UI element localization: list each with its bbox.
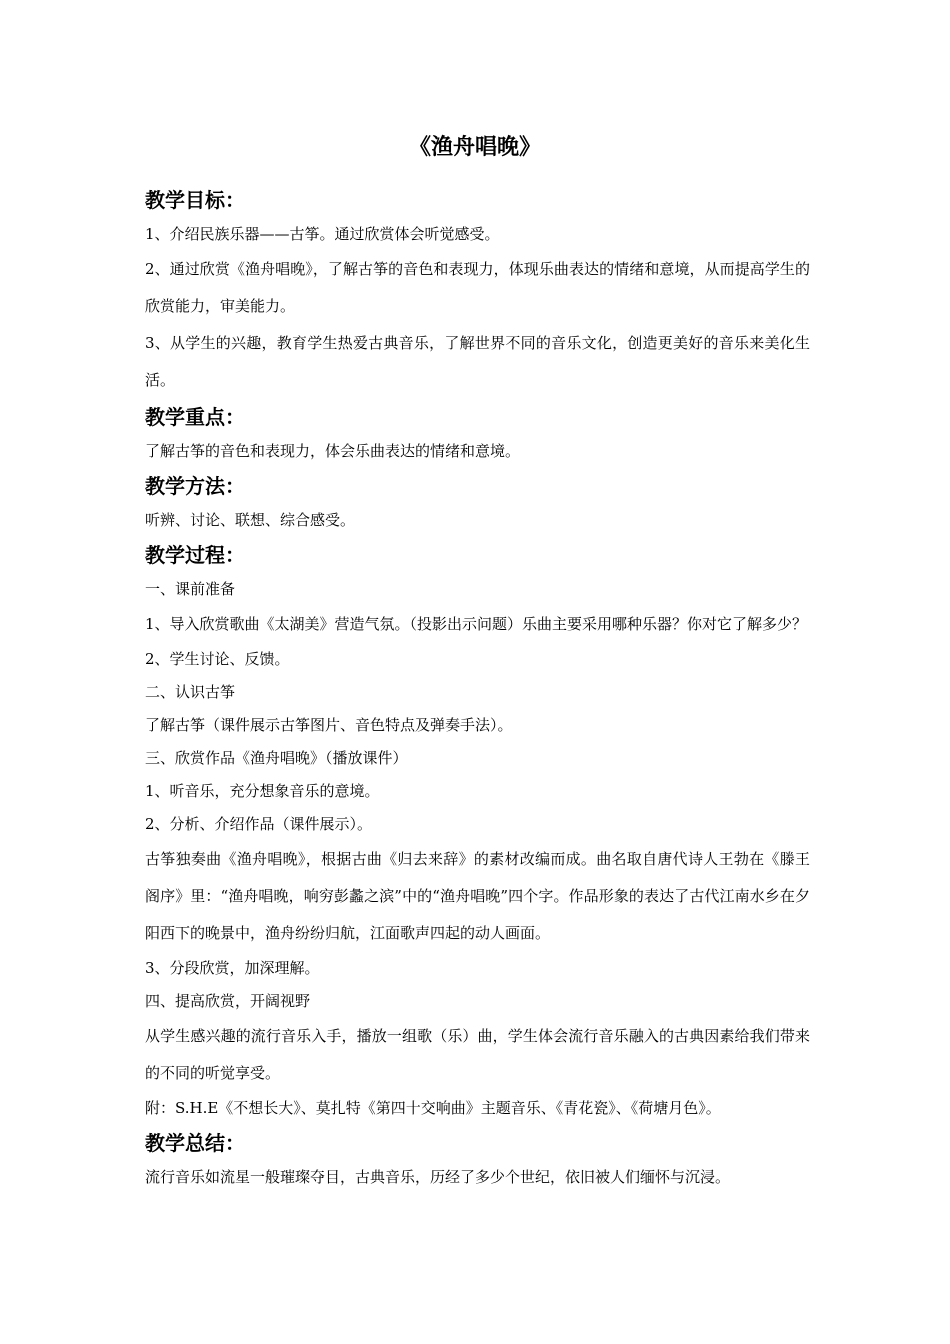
document-body [145,182,810,1194]
section-heading-key-points: 教学重点： [145,405,245,429]
document-title: 《渔舟唱晚》 [408,135,541,160]
section-methods [145,468,810,537]
paragraph: 2、学生讨论、反馈。 [145,650,290,668]
section-heading-process: 教学过程： [145,543,245,567]
paragraph: 听辨、讨论、联想、综合感受。 [145,511,356,529]
paragraph: 3、从学生的兴趣，教育学生热爱古典音乐，了解世界不同的音乐文化，创造更美好的音乐来美化生活。 [145,334,810,389]
section-key-points [145,399,810,468]
paragraph: 2、通过欣赏《渔舟唱晚》，了解古筝的音色和表现力，体现乐曲表达的情绪和意境，从而提高学生的欣赏能力，审美能力。 [145,260,810,315]
paragraph: 3、分段欣赏，加深理解。 [145,959,320,977]
paragraph: 了解古筝（课件展示古筝图片、音色特点及弹奏手法）。 [145,716,513,734]
paragraph: 2、分析、介绍作品（课件展示）。 [145,815,373,833]
paragraph: 了解古筝的音色和表现力，体会乐曲表达的情绪和意境。 [145,442,521,460]
paragraph: 四、提高欣赏，开阔视野 [145,992,311,1010]
paragraph: 三、欣赏作品《渔舟唱晚》（播放课件） [145,749,408,767]
paragraph: 古筝独奏曲《渔舟唱晚》，根据古曲《归去来辞》的素材改编而成。曲名取自唐代诗人王勃在《滕王阁序》里：“渔舟唱晚，响穷彭蠡之滨”中的“渔舟唱晚”四个字。作品形象的表达了古代江南水乡在夕阳西下的晚景中，渔舟纷纷归航，江面歌声四起的动人画面。 [145,850,810,942]
section-heading-methods: 教学方法： [145,474,245,498]
paragraph: 1、介绍民族乐器——古筝。通过欣赏体会听觉感受。 [145,225,500,243]
section-summary [145,1125,810,1194]
section-process [145,537,810,1125]
paragraph: 1、听音乐，充分想象音乐的意境。 [145,782,380,800]
paragraph: 二、认识古筝 [145,683,236,701]
paragraph: 流行音乐如流星一般璀璨夺目，古典音乐，历经了多少个世纪，依旧被人们缅怀与沉浸。 [145,1168,731,1186]
paragraph: 1、导入欣赏歌曲《太湖美》营造气氛。（投影出示问题）乐曲主要采用哪种乐器？你对它了解多少？ [145,615,808,633]
section-heading-objectives: 教学目标： [145,188,245,212]
section-heading-summary: 教学总结： [145,1131,245,1155]
paragraph: 从学生感兴趣的流行音乐入手，播放一组歌（乐）曲，学生体会流行音乐融入的古典因素给我们带来的不同的听觉享受。 [145,1027,810,1082]
paragraph: 一、课前准备 [145,580,236,598]
paragraph: 附：S.H.E《不想长大》、莫扎特《第四十交响曲》主题音乐、《青花瓷》、《荷塘月色》。 [145,1099,721,1117]
section-objectives [145,182,810,399]
